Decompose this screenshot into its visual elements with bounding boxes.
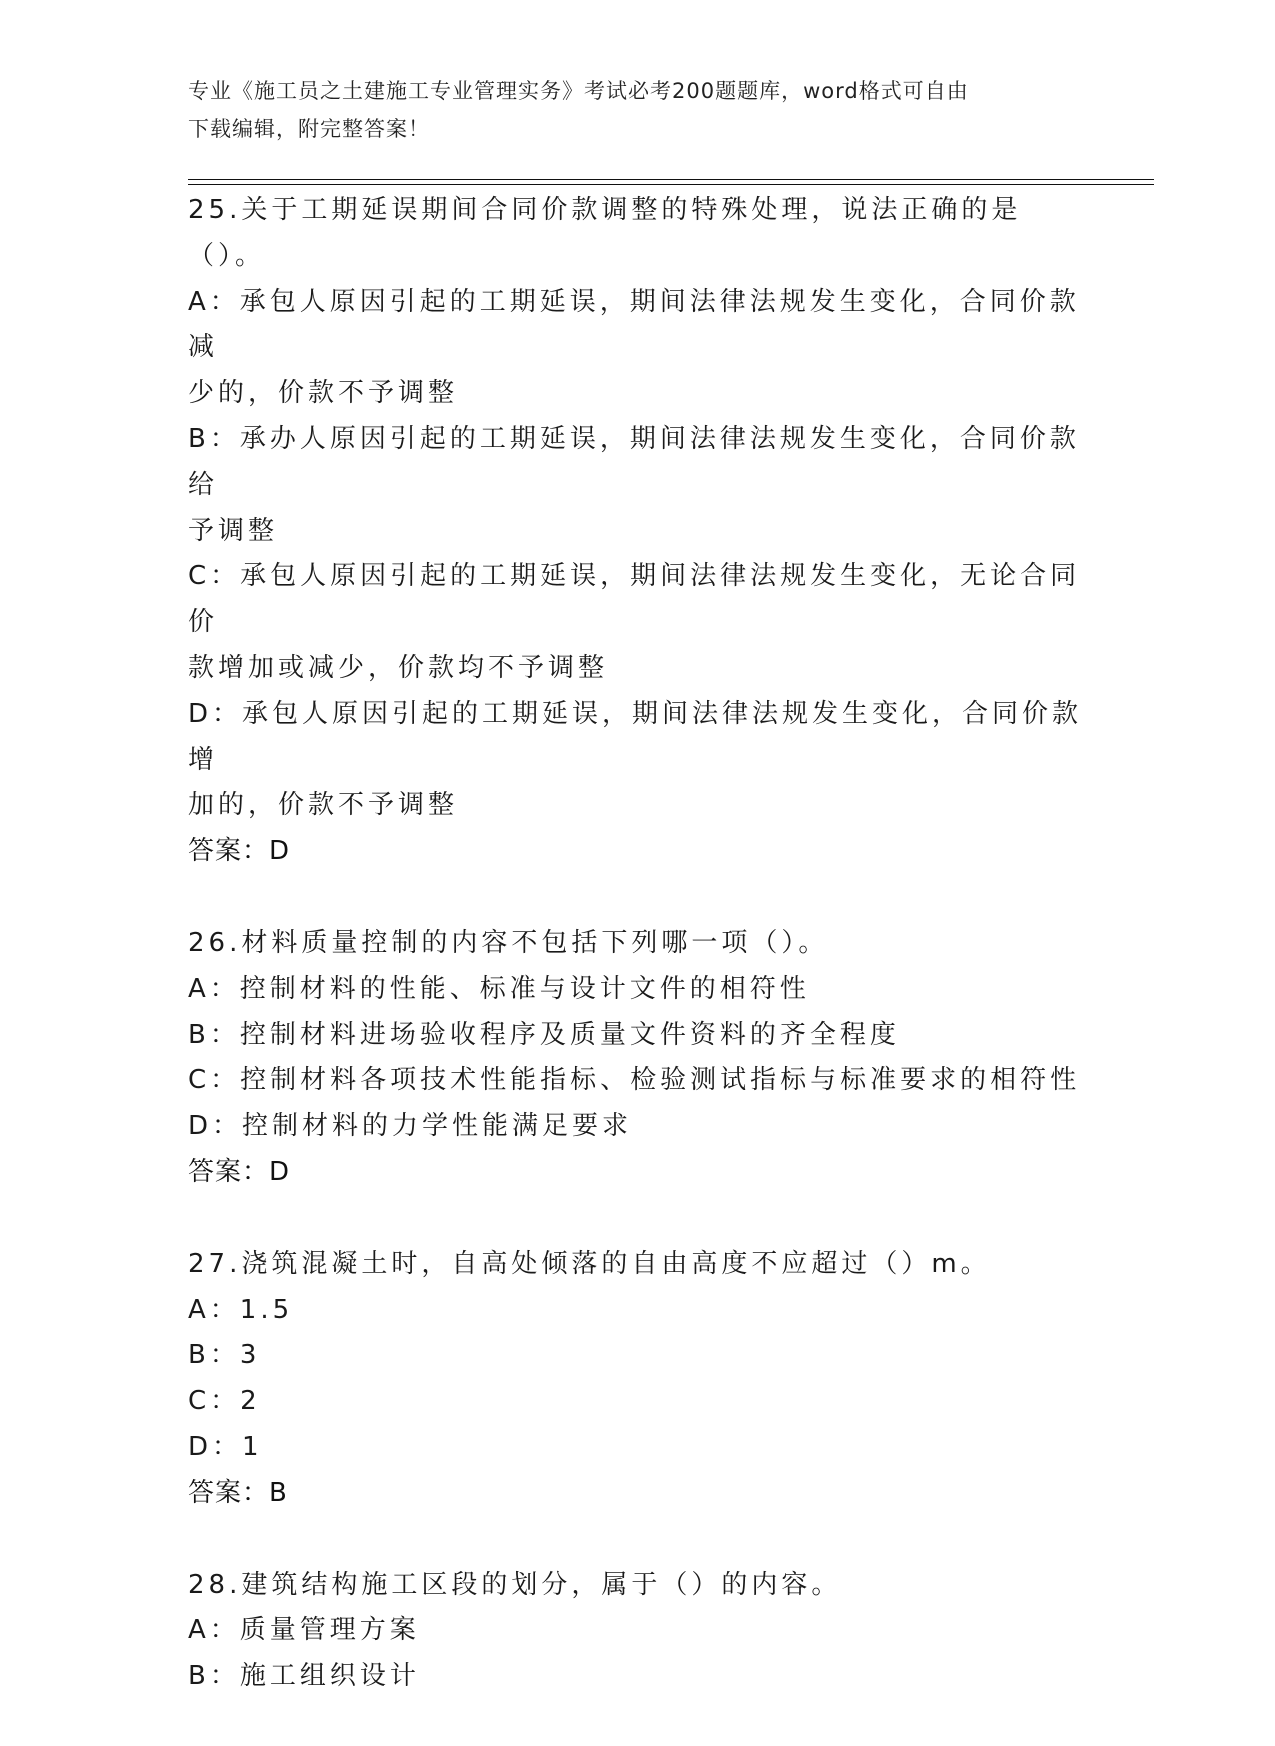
option-d: D：控制材料的力学性能满足要求 — [188, 1111, 633, 1142]
question-stem: 25.关于工期延误期间合同价款调整的特殊处理，说法正确的是（）。 — [188, 195, 1022, 271]
answer-line: 答案：D — [188, 836, 291, 867]
option-b: B：施工组织设计 — [188, 1661, 420, 1692]
option-b-line-2: 予调整 — [188, 515, 279, 546]
question-stem: 28.建筑结构施工区段的划分，属于（）的内容。 — [188, 1569, 842, 1600]
option-b: B：控制材料进场验收程序及质量文件资料的齐全程度 — [188, 1019, 900, 1050]
intro-line-1: 专业《施工员之土建施工专业管理实务》考试必考200题题库，word格式可自由 — [188, 79, 969, 103]
option-c-line-2: 款增加或减少，价款均不予调整 — [188, 652, 609, 683]
option-b: B：3 — [188, 1340, 261, 1371]
option-a: A：控制材料的性能、标准与设计文件的相符性 — [188, 973, 810, 1004]
option-d: D：1 — [188, 1431, 263, 1462]
option-a-line-2: 少的，价款不予调整 — [188, 378, 459, 409]
option-a: A：1.5 — [188, 1294, 294, 1325]
question-list — [188, 188, 1088, 1746]
option-b-line-1: B：承办人原因引起的工期延误，期间法律法规发生变化，合同价款给 — [188, 423, 1080, 500]
question-stem: 26.材料质量控制的内容不包括下列哪一项（）。 — [188, 927, 829, 958]
answer-line: 答案：B — [188, 1477, 288, 1508]
option-a: A：质量管理方案 — [188, 1615, 420, 1646]
question-stem: 27.浇筑混凝土时，自高处倾落的自由高度不应超过（）m。 — [188, 1248, 991, 1279]
question-25 — [188, 188, 1088, 875]
header-rule-bottom — [188, 184, 1154, 185]
header-rule-top — [188, 179, 1154, 180]
option-c: C：2 — [188, 1386, 261, 1417]
option-d-line-2: 加的，价款不予调整 — [188, 790, 459, 821]
question-28 — [188, 1563, 1088, 1700]
option-a-line-1: A：承包人原因引起的工期延误，期间法律法规发生变化，合同价款减 — [188, 286, 1080, 363]
option-d-line-1: D：承包人原因引起的工期延误，期间法律法规发生变化，合同价款增 — [188, 698, 1083, 775]
option-c-line-1: C：承包人原因引起的工期延误，期间法律法规发生变化，无论合同价 — [188, 561, 1081, 638]
answer-line: 答案：D — [188, 1156, 291, 1187]
question-27 — [188, 1242, 1088, 1517]
intro-line-2: 下载编辑，附完整答案！ — [188, 117, 430, 141]
document-intro — [188, 72, 1068, 148]
question-26 — [188, 921, 1088, 1196]
option-c: C：控制材料各项技术性能指标、检验测试指标与标准要求的相符性 — [188, 1065, 1081, 1096]
